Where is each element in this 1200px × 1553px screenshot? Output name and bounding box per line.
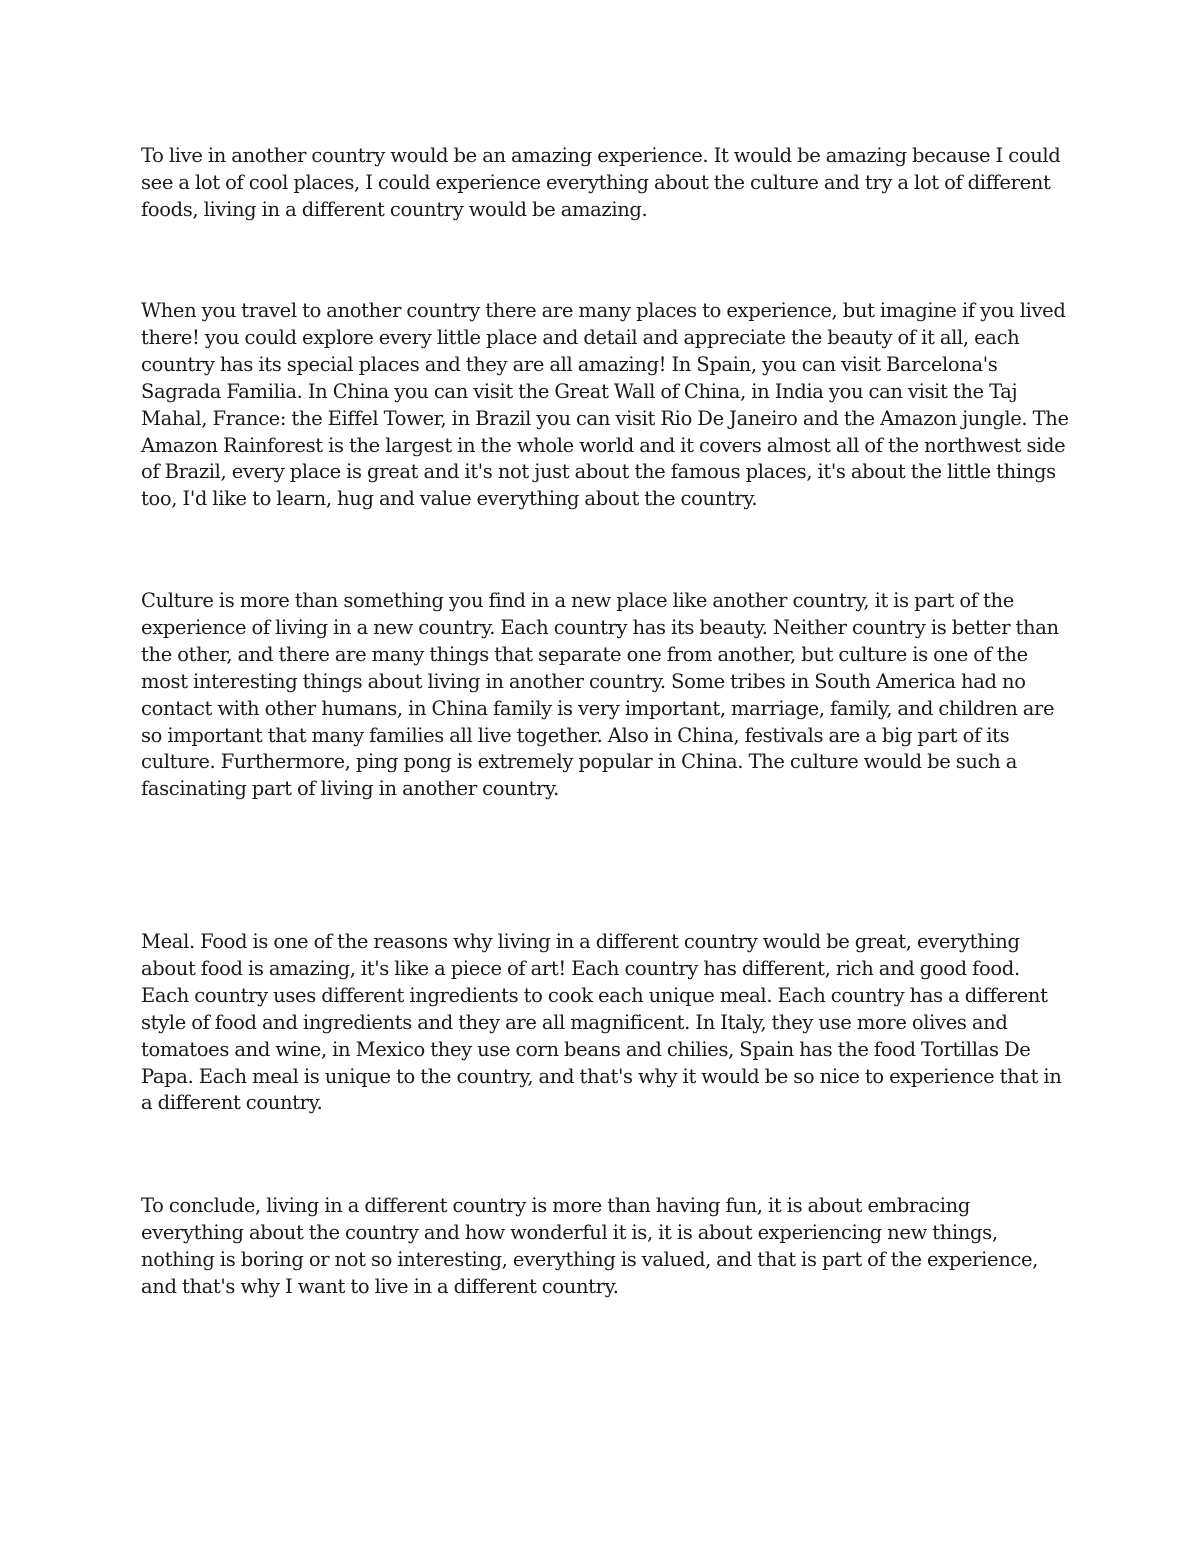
paragraph-conclusion: To conclude, living in a different country is more than having fun, it is about embracing everything about the country and how wonderful it is, it is about experiencing new things, nothing is boring or not so interesting, everything is valued, and that is part of the experience, and that's why I want to live in a different country. <box>141 1194 1039 1298</box>
paragraph-culture: Culture is more than something you find in a new place like another country, it is part of the experience of living in a new country. Each country has its beauty. Neither country is better than the other, and there are many things that separate one from another, but culture is one of the most interesting things about living in another country. Some tribes in South America had no contact with other humans, in China family is very important, marriage, family, and children are so important that many families all live together. Also in China, festivals are a big part of its culture. Furthermore, ping pong is extremely popular in China. The culture would be such a fascinating part of living in another country. <box>141 589 1059 801</box>
paragraph-places: When you travel to another country there are many places to experience, but imagine if you lived there! you could explore every little place and detail and appreciate the beauty of it all, each country has its special places and they are all amazing! In Spain, you can visit Barcelona's Sagrada Familia. In China you can visit the Great Wall of China, in India you can visit the Taj Mahal, France: the Eiffel Tower, in Brazil you can visit Rio De Janeiro and the Amazon jungle. The Amazon Rainforest is the largest in the whole world and it covers almost all of the northwest side of Brazil, every place is great and it's not just about the famous places, it's about the little things too, I'd like to learn, hug and value everything about the country. <box>141 299 1069 511</box>
paragraph-intro: To live in another country would be an amazing experience. It would be amazing because I could see a lot of cool places, I could experience everything about the culture and try a lot of different foods, living in a different country would be amazing. <box>141 144 1061 221</box>
paragraph-food: Meal. Food is one of the reasons why living in a different country would be great, everything about food is amazing, it's like a piece of art! Each country has different, rich and good food. Each country uses different ingredients to cook each unique meal. Each country has a different style of food and ingredients and they are all magnificent. In Italy, they use more olives and tomatoes and wine, in Mexico they use corn beans and chilies, Spain has the food Tortillas De Papa. Each meal is unique to the country, and that's why it would be so nice to experience that in a different country. <box>141 930 1062 1115</box>
